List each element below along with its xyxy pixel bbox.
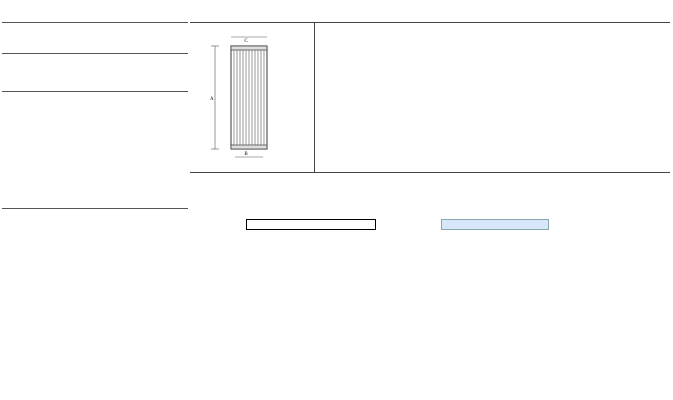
dim-letter-c: C bbox=[244, 39, 248, 44]
typical-beta-box bbox=[246, 219, 376, 230]
left-column bbox=[0, 0, 190, 400]
dim-letter-b: B bbox=[244, 152, 248, 157]
filter-drawing bbox=[205, 34, 275, 159]
indicates-micron-box bbox=[441, 219, 549, 230]
dim-letter-a: A bbox=[210, 97, 214, 102]
